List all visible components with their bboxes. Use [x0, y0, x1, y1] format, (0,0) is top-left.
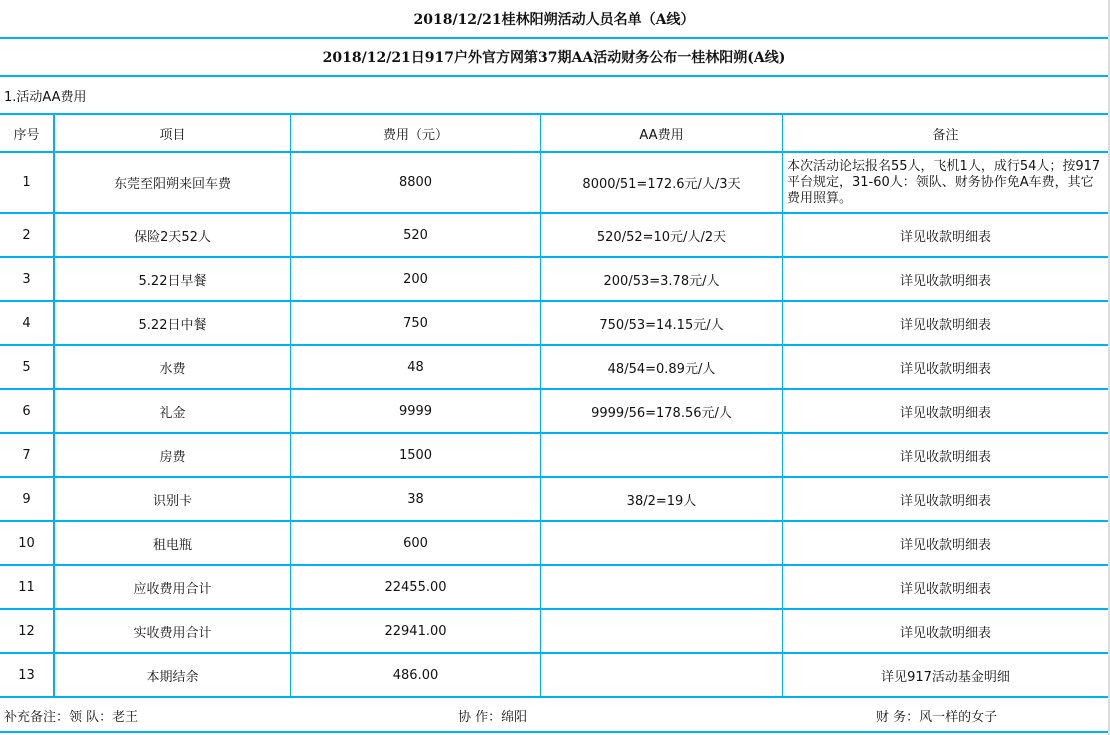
table-row: [0, 390, 1108, 434]
row-aa: [541, 566, 783, 608]
row-item: 保险2天52人: [55, 214, 291, 256]
row-no: 4: [0, 302, 55, 344]
row-no: 9: [0, 478, 55, 520]
row-no: 13: [0, 654, 55, 696]
row-note: 详见收款明细表: [899, 405, 991, 421]
header-aa: AA费用: [541, 115, 783, 151]
row-item: 东莞至阳朔来回车费: [55, 153, 291, 212]
row-item: 本期结余: [55, 654, 291, 696]
footer: [0, 697, 1108, 733]
footer-finance: 财 务：风一样的女子: [876, 710, 998, 725]
table-row: [0, 566, 1108, 610]
row-cost: 22455.00: [291, 566, 541, 608]
row-no: 12: [0, 610, 55, 652]
footer-assist: 协 作：绵阳: [458, 710, 528, 725]
row-aa: [541, 610, 783, 652]
row-item: 水费: [55, 346, 291, 388]
table-row: [0, 522, 1108, 566]
table-row: [0, 153, 1108, 214]
row-no: 2: [0, 214, 55, 256]
table-row: [0, 346, 1108, 390]
table-row: [0, 610, 1108, 654]
row-item: 房费: [55, 434, 291, 476]
table-header: [0, 115, 1108, 153]
row-aa: 520/52=10元/人/2天: [541, 214, 783, 256]
row-item: 租电瓶: [55, 522, 291, 564]
row-no: 1: [0, 153, 55, 212]
row-item: 礼金: [55, 390, 291, 432]
row-no: 3: [0, 258, 55, 300]
header-note: 备注: [932, 127, 959, 143]
row-note: 详见收款明细表: [899, 493, 991, 509]
header-cost: 费用（元）: [291, 115, 541, 151]
row-cost: 22941.00: [291, 610, 541, 652]
row-aa: 8000/51=172.6元/人/3天: [541, 153, 783, 212]
row-no: 7: [0, 434, 55, 476]
section-label: 1.活动AA费用: [0, 77, 1108, 115]
table-row: [0, 478, 1108, 522]
row-aa: [541, 654, 783, 696]
row-item: 识别卡: [55, 478, 291, 520]
row-aa: 38/2=19人: [541, 478, 783, 520]
row-item: 5.22日中餐: [55, 302, 291, 344]
row-note: 详见收款明细表: [899, 625, 991, 641]
row-cost: 600: [291, 522, 541, 564]
row-item: 5.22日早餐: [55, 258, 291, 300]
header-no: 序号: [0, 115, 55, 151]
table-row: [0, 434, 1108, 478]
row-aa: 750/53=14.15元/人: [541, 302, 783, 344]
row-aa: 200/53=3.78元/人: [541, 258, 783, 300]
row-no: 11: [0, 566, 55, 608]
row-cost: 750: [291, 302, 541, 344]
table-row: [0, 654, 1108, 698]
row-note: 详见收款明细表: [899, 361, 991, 377]
row-aa: 48/54=0.89元/人: [541, 346, 783, 388]
row-cost: 486.00: [291, 654, 541, 696]
row-cost: 520: [291, 214, 541, 256]
row-cost: 38: [291, 478, 541, 520]
table-row: [0, 258, 1108, 302]
footer-leader: 补充备注：领 队：老王: [4, 710, 139, 725]
row-no: 6: [0, 390, 55, 432]
row-note: 本次活动论坛报名55人，飞机1人，成行54人；按917平台规定，31-60人：领队、财务协作免A车费，其它费用照算。: [787, 158, 1101, 206]
table-row: [0, 302, 1108, 346]
row-aa: [541, 434, 783, 476]
row-no: 5: [0, 346, 55, 388]
row-aa: 9999/56=178.56元/人: [541, 390, 783, 432]
table-row: [0, 214, 1108, 258]
row-aa: [541, 522, 783, 564]
row-note: 详见收款明细表: [899, 273, 991, 289]
header-item: 项目: [55, 115, 291, 151]
row-cost: 200: [291, 258, 541, 300]
row-item: 实收费用合计: [55, 610, 291, 652]
row-no: 10: [0, 522, 55, 564]
row-cost: 48: [291, 346, 541, 388]
sheet-subtitle: 2018/12/21日917户外官方网第37期AA活动财务公布一桂林阳朔(A线): [0, 39, 1108, 77]
sheet-title: 2018/12/21桂林阳朔活动人员名单（A线）: [0, 0, 1108, 39]
row-cost: 8800: [291, 153, 541, 212]
row-note: 详见收款明细表: [899, 229, 991, 245]
row-cost: 9999: [291, 390, 541, 432]
row-note: 详见收款明细表: [899, 317, 991, 333]
row-item: 应收费用合计: [55, 566, 291, 608]
row-note: 详见917活动基金明细: [881, 669, 1010, 685]
row-cost: 1500: [291, 434, 541, 476]
row-note: 详见收款明细表: [899, 581, 991, 597]
row-note: 详见收款明细表: [899, 537, 991, 553]
row-note: 详见收款明细表: [899, 449, 991, 465]
